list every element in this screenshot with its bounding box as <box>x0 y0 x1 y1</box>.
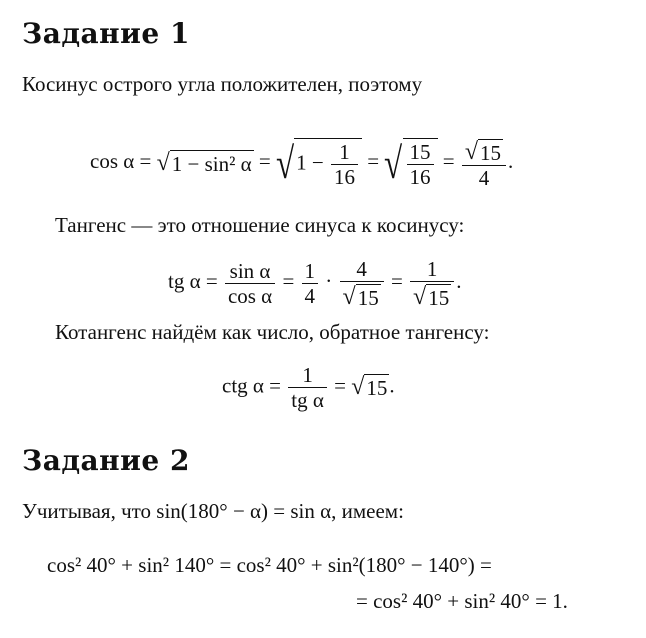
fraction-1-16: $\frac{1}{16}$ <box>331 140 358 189</box>
ctg-lhs: ctg α <box>222 373 264 398</box>
task2-line1: cos² 40° + sin² 140° = cos² 40° + sin²(180° − 140°) = <box>47 553 492 577</box>
tangent-text: Тангенс — это отношение синуса к косинусу: <box>55 213 465 237</box>
sqrt-15: √15 <box>351 374 388 401</box>
fraction-sin-cos: $\frac{\text{sin α}}{\text{cos α}}$ <box>225 259 275 308</box>
sqrt-15-16: √ $\frac{15}{16}$ <box>384 138 437 189</box>
task2-intro: Учитывая, что sin(180° − α) = sin α, имеем: <box>22 499 404 523</box>
fraction-1-4: $\frac{1}{4}$ <box>302 259 319 308</box>
sqrt-one-minus-frac: √1 − $\frac{1}{16}$ <box>276 138 362 189</box>
task1-intro: Косинус острого угла положителен, поэтому <box>22 72 423 96</box>
task2-title: Задание 2 <box>22 444 190 477</box>
cotangent-text: Котангенс найдём как число, обратное тангенсу: <box>55 320 490 344</box>
fraction-4-sqrt15: $\frac{4}{√15}$ <box>340 257 384 310</box>
fraction-1-tg: $\frac{1}{\text{tg α}}$ <box>288 363 327 412</box>
equation-cos: cos α = √1 − sin² α = √1 − $\frac{1}{16}$ = √ $\frac{15}{16}$ = $\frac{√15}{4}$ . <box>90 138 514 190</box>
task2-line2: = cos² 40° + sin² 40° = 1. <box>356 589 568 613</box>
sqrt-one-minus-sin2: √1 − sin² α <box>156 150 252 177</box>
tg-lhs: tg α <box>168 269 201 294</box>
task1-title: Задание 1 <box>22 17 190 50</box>
fraction-1-sqrt15: $\frac{1}{√15}$ <box>410 257 454 310</box>
equation-ctg: ctg α = $\frac{1}{\text{tg α}}$ = √15. <box>222 363 395 412</box>
equation-tg: tg α = $\frac{\text{sin α}}{\text{cos α}}$ = $\frac{1}{4}$ · $\frac{4}{√15}$ = $\frac{1}{√15}$ . <box>168 257 462 310</box>
cos-lhs: cos α <box>90 149 135 174</box>
intro-formula: sin(180° − α) = sin α, <box>156 499 337 523</box>
fraction-sqrt15-4: $\frac{√15}{4}$ <box>462 137 506 190</box>
